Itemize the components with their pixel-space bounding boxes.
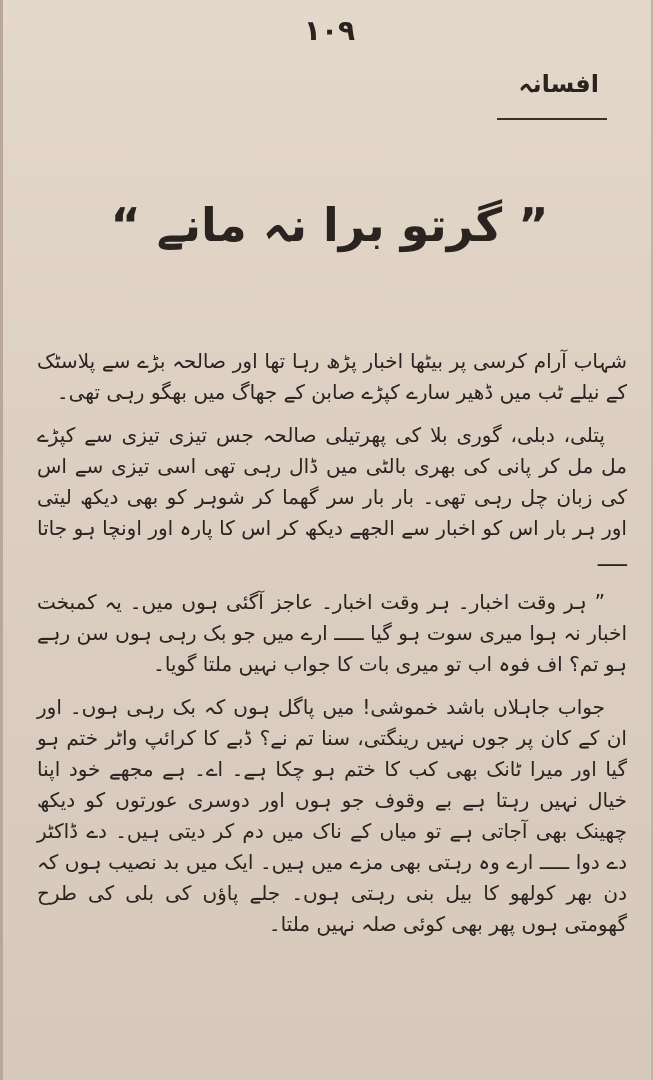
story-body (37, 346, 627, 952)
story-title: ” گرتو برا نہ مانے “ (110, 198, 549, 252)
paragraph: ” ہر وقت اخبار۔ ہر وقت اخبار۔ عاجز آگئی ہوں میں۔ یہ کمبخت اخبار نہ ہوا میری سوت ہو گیا ـــــ ارے میں جو بک رہی ہوں سن رہے ہو تم؟ اف فوہ اب تو میری بات کا جواب نہیں ملتا گویا۔ (37, 590, 627, 676)
page-number: ۱۰۹ (303, 14, 356, 47)
paragraph: جواب جاہلاں باشد خموشی! میں پاگل ہوں کہ بک رہی ہوں۔ اور ان کے کان پر جوں نہیں رینگتی، سنا تم نے؟ ڈبے کا کرائپ واٹر ختم ہو گیا اور میرا ٹانک بھی کب کا ختم ہو چکا ہے۔ اے۔ ہے مجھے خود اپنا خیال نہیں رہتا ہے بے وقوف جو ہوں اور دوسری عورتوں کو دیکھ چھینک بھی آجاتی ہے تو میاں کے ناک میں دم کر دیتی ہیں۔ دے ڈاکٹر دے دوا ـــــ ارے وہ رہتی بھی مزے میں ہیں۔ ایک میں بد نصیب ہوں کہ دن بھر کولھو کا بیل بنی رہتی ہوں۔ جلے پاؤں کی بلی کی طرح گھومتی ہوں پھر بھی کوئی صلہ نہیں ملتا۔ (37, 695, 627, 936)
paragraph: شہاب آرام کرسی پر بیٹھا اخبار پڑھ رہا تھا اور صالحہ بڑے سے پلاسٹک کے نیلے ٹب میں ڈھیر سارے کپڑے صابن کے جھاگ میں بھگو رہی تھی۔ (37, 349, 627, 404)
section-underline (497, 118, 607, 120)
paragraph: پتلی، دبلی، گوری بلا کی پھرتیلی صالحہ جس تیزی تیزی سے کپڑے مل مل کر پانی کی بھری بالٹی میں ڈال رہی تھی اسی تیزی سے اس کی زبان چل رہی تھی۔ بار بار سر گھما کر شوہر کو بھی دیکھ لیتی اور ہر بار اس کو اخبار سے الجھے دیکھ کر اس کا پارہ اور اونچا ہو جاتا ـــــ (37, 423, 627, 571)
section-label: افسانہ (518, 70, 599, 98)
